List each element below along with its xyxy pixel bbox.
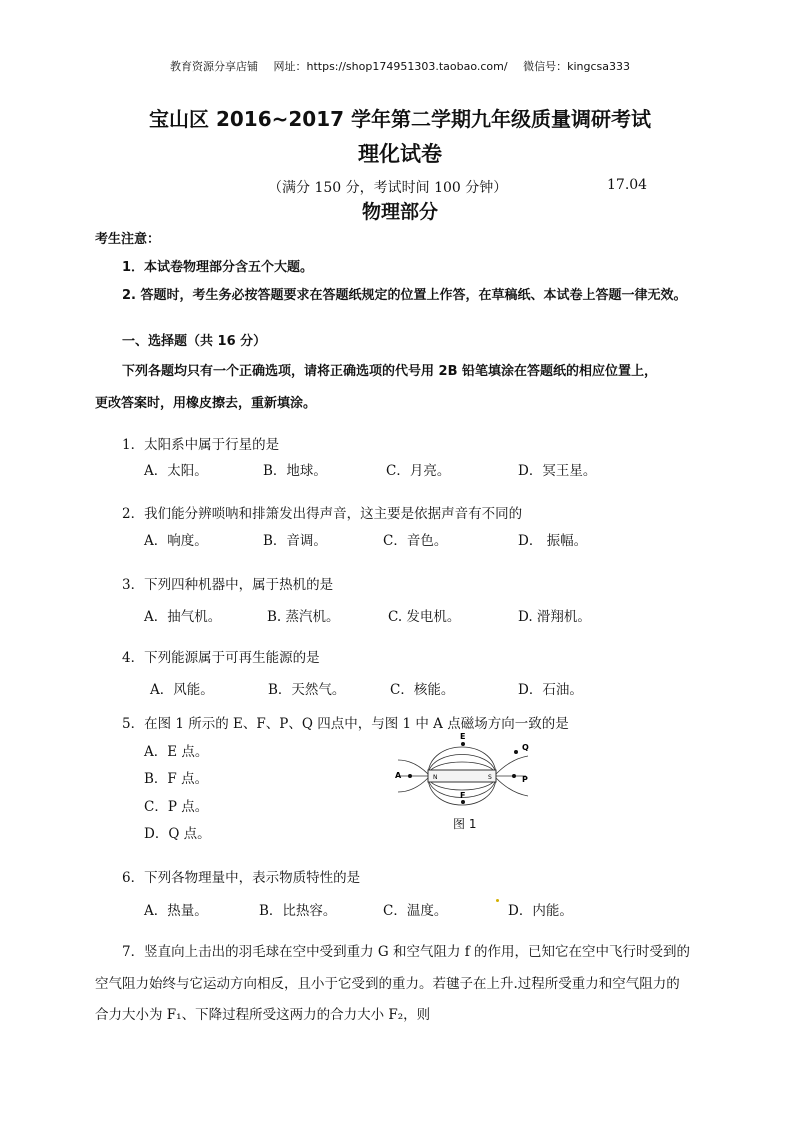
point-f bbox=[461, 800, 465, 804]
question-option: D．Q 点。 bbox=[144, 826, 211, 842]
question-option: A．抽气机。 bbox=[144, 609, 222, 625]
field-line bbox=[496, 756, 528, 774]
section-heading: 一、选择题（共 16 分） bbox=[122, 334, 267, 349]
exam-title: 宝山区 2016~2017 学年第二学期九年级质量调研考试 bbox=[148, 107, 651, 131]
question-stem: 6．下列各物理量中，表示物质特性的是 bbox=[122, 870, 361, 886]
header-shop: 教育资源分享店铺 bbox=[170, 60, 258, 73]
question-stem-line: 合力大小为 F₁、下降过程所受这两力的合力大小 F₂，则 bbox=[95, 1007, 431, 1023]
point-q bbox=[514, 750, 518, 754]
question-stem: 2．我们能分辨唢呐和排箫发出得声音，这主要是依据声音有不同的 bbox=[122, 506, 523, 522]
question-option: B．比热容。 bbox=[259, 903, 337, 919]
magnet-north-label: N bbox=[433, 774, 438, 781]
question-stem: 5．在图 1 所示的 E、F、P、Q 四点中，与图 1 中 A 点磁场方向一致的是 bbox=[122, 716, 569, 732]
point-f-label: F bbox=[460, 791, 466, 800]
stray-mark bbox=[496, 899, 499, 902]
bar-magnet bbox=[428, 770, 496, 782]
question-option: D．内能。 bbox=[508, 903, 573, 919]
question-option: C．核能。 bbox=[390, 682, 455, 698]
point-e-label: E bbox=[460, 732, 466, 741]
question-option: D．石油。 bbox=[518, 682, 583, 698]
section-instruction: 下列各题均只有一个正确选项，请将正确选项的代号用 2B 铅笔填涂在答题纸的相应位置上， bbox=[122, 364, 658, 379]
point-q-label: Q bbox=[522, 743, 529, 752]
question-option: C．音色。 bbox=[383, 533, 448, 549]
field-line bbox=[398, 760, 428, 774]
question-option: D． 振幅。 bbox=[518, 533, 588, 549]
question-stem: 1．太阳系中属于行星的是 bbox=[122, 437, 280, 453]
part-title: 物理部分 bbox=[361, 201, 438, 223]
notice-item: 2. 答题时，考生务必按答题要求在答题纸规定的位置上作答，在草稿纸、本试卷上答题一律无效。 bbox=[122, 288, 687, 303]
question-option: B．地球。 bbox=[263, 463, 327, 479]
point-e bbox=[461, 742, 465, 746]
question-stem: 4．下列能源属于可再生能源的是 bbox=[122, 650, 320, 666]
point-p bbox=[512, 774, 516, 778]
question-option: A．响度。 bbox=[144, 533, 208, 549]
field-line bbox=[398, 778, 428, 792]
notice-heading: 考生注意： bbox=[95, 232, 161, 247]
section-instruction: 更改答案时，用橡皮擦去，重新填涂。 bbox=[95, 396, 317, 411]
exam-subtitle: 理化试卷 bbox=[358, 142, 442, 166]
header-wechat: 微信号：kingcsa333 bbox=[523, 60, 630, 73]
point-a bbox=[408, 774, 412, 778]
question-stem: 3．下列四种机器中，属于热机的是 bbox=[122, 577, 334, 593]
question-option: B．F 点。 bbox=[144, 771, 209, 787]
question-option: C. 发电机。 bbox=[388, 609, 461, 625]
point-a-label: A bbox=[395, 771, 402, 780]
question-stem-line: 7．竖直向上击出的羽毛球在空中受到重力 G 和空气阻力 f 的作用，已知它在空中飞行时受到的 bbox=[122, 944, 691, 960]
magnet-south-label: S bbox=[488, 774, 492, 781]
question-option: B. 蒸汽机。 bbox=[267, 609, 340, 625]
question-option: C．P 点。 bbox=[144, 799, 209, 815]
question-option: A．热量。 bbox=[144, 903, 208, 919]
header-url: 网址：https://shop174951303.taobao.com/ bbox=[273, 60, 508, 73]
notice-item: 1．本试卷物理部分含五个大题。 bbox=[122, 260, 314, 275]
question-stem-line: 空气阻力始终与它运动方向相反，且小于它受到的重力。若毽子在上升.过程所受重力和空气阻力的 bbox=[95, 976, 680, 992]
question-option: B．音调。 bbox=[263, 533, 327, 549]
question-option: A．太阳。 bbox=[144, 463, 208, 479]
figure-caption: 图 1 bbox=[453, 817, 477, 831]
page-header bbox=[0, 58, 800, 74]
question-option: C．温度。 bbox=[383, 903, 448, 919]
exam-info: （满分 150 分，考试时间 100 分钟） bbox=[268, 180, 508, 196]
question-option: B．天然气。 bbox=[268, 682, 346, 698]
question-option: D. 滑翔机。 bbox=[518, 609, 591, 625]
question-option: C．月亮。 bbox=[386, 463, 451, 479]
point-p-label: P bbox=[522, 775, 528, 784]
question-option: D．冥王星。 bbox=[518, 463, 597, 479]
question-option: A．E 点。 bbox=[144, 744, 209, 760]
exam-date: 17.04 bbox=[607, 177, 648, 193]
question-option: A．风能。 bbox=[150, 682, 214, 698]
